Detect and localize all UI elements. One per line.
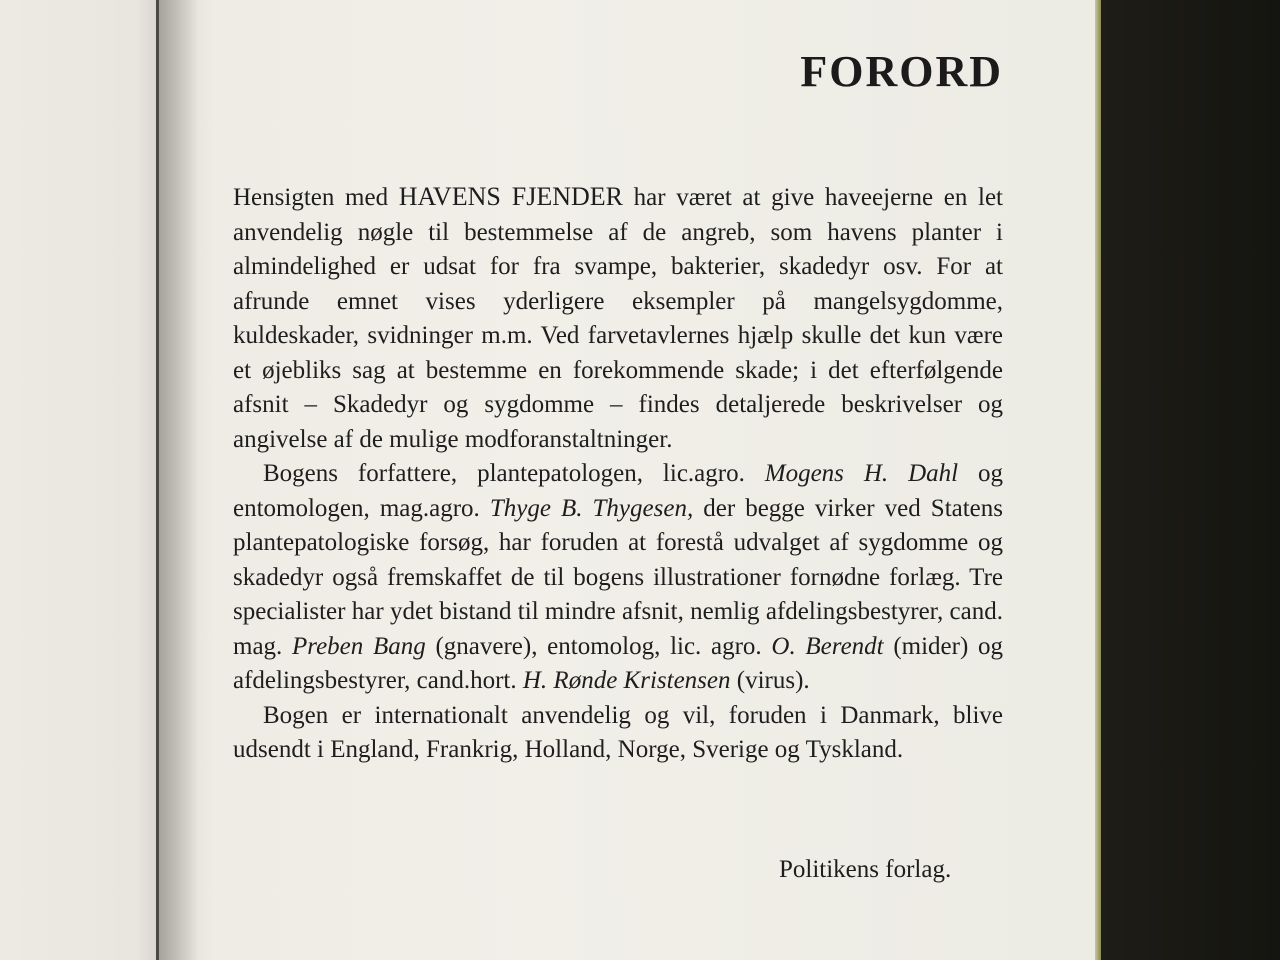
paragraph-distribution: [233, 699, 1003, 768]
specialist-name-italic: O. Berendt: [771, 632, 884, 660]
text-segment: Bogens forfattere, plantepatologen, lic.agro.: [263, 460, 765, 487]
paragraph-intro: [233, 180, 1003, 457]
text-segment: Bogen er internationalt anvendelig og vil, foruden i Danmark, blive udsendt i England, Frankrig, Holland, Norge, Sverige og Tyskland.: [233, 701, 1003, 763]
left-page: [0, 0, 160, 960]
text-segment: (virus).: [730, 667, 810, 694]
text-segment: (mider) og afdelingsbestyrer, cand.hort.: [233, 632, 1004, 694]
foreword-body: [233, 180, 1003, 768]
author-name-italic: Mogens H. Dahl: [764, 460, 959, 487]
author-name-italic: Thyge B. Thygesen,: [489, 494, 694, 522]
specialist-name-italic: H. Rønde Kristensen: [522, 667, 731, 694]
book-title-caps: HAVENS FJENDER: [398, 182, 623, 211]
text-segment: der begge virker ved Statens plantepatologiske forsøg, har foruden at forestå udvalget af sygdomme og skadedyr også fremskaffet de til bogens illustrationer fornødne forlæg. Tre specialister har ydet bistand til mindre afsnit, nemlig afdelingsbestyrer, cand. mag.: [233, 494, 1004, 660]
text-segment: og entomologen, mag.agro.: [233, 460, 1004, 522]
text-segment: (gnavere), entomolog, lic. agro.: [425, 632, 772, 660]
paragraph-authors: [233, 457, 1003, 699]
page-heading: FORORD: [800, 47, 1003, 96]
gutter-shadow: [159, 0, 199, 960]
book-cover: [1101, 0, 1280, 960]
text-segment: har været at give haveejerne en let anvendelig nøgle til bestemmelse af de angreb, som havens planter i almindelighed er udsat for fra svampe, bakterier, skadedyr osv. For at afrunde emnet vises yderligere eksempler på mangelsygdomme, kuldeskader, svidninger m.m. Ved farvetavlernes hjælp skulle det kun være et øjebliks sag at bestemme en forekommende skade; i det efterfølgende afsnit – Skadedyr og sygdomme – findes detaljerede beskrivelser og angivelse af de mulige modforanstaltninger.: [233, 184, 1003, 453]
book-page: [159, 0, 1095, 960]
publisher-signature: Politikens forlag.: [779, 856, 952, 883]
specialist-name-italic: Preben Bang: [292, 632, 426, 660]
text-segment: Hensigten med: [233, 184, 399, 211]
